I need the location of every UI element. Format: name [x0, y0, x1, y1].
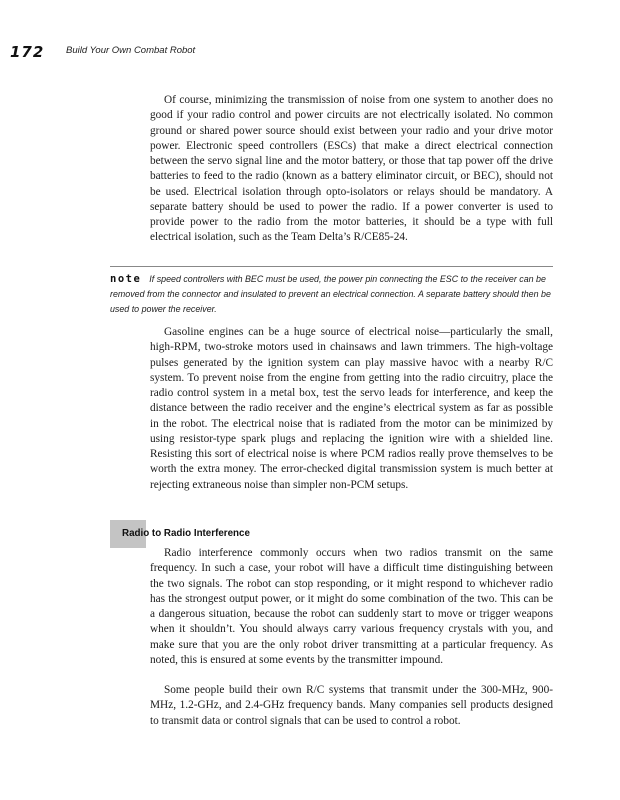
- body-paragraph-frequency-bands: Some people build their own R/C systems that transmit under the 300-MHz, 900-MHz, 1.2-GHz, and 2.4-GHz frequency bands. Many companies sell products designed to transmit data or control signals that can be used to control a robot.: [150, 684, 553, 727]
- body-paragraph-gasoline: Gasoline engines can be a huge source of electrical noise—particularly the small, high-RPM, two-stroke motors used in chainsaws and lawn trimmers. The high-voltage pulses generated by the ignition system can play massive havoc with a nearby R/C system. To prevent noise from the engine from getting into the radio circuitry, place the radio control system in a metal box, test the servo leads for interference, and keep the distance between the radio receiver and the engine’s electrical system as far as possible in the robot. The electrical noise that is radiated from the motor can be minimized by using resistor-type spark plugs and replacing the ignition wire with a shielded line. Resisting this sort of electrical noise is where PCM radios really prove themselves to be worth the extra money. The error-checked digital transmission system is much better at rejecting extraneous noise than simpler non-PCM setups.: [150, 326, 553, 491]
- section-heading: [110, 520, 553, 548]
- body-paragraph-isolation: Of course, minimizing the transmission of noise from one system to another does no good if your radio control and power circuits are not electrically isolated. No common ground or shared power source should exist between your radio and your drive motor power. Electronic speed controllers (ESCs) that make a direct electrical connection between the servo signal line and the motor battery, or those that tap power off the drive batteries to feed to the radio (known as a battery eliminator circuit, or BEC), should not be used. Electrical isolation through opto-isolators or relays should be mandatory. A separate battery should be used to power the radio. If a power converter is used to provide power to the radio from the motor batteries, it should be a type with full electrical isolation, such as the Team Delta’s R/CE85-24.: [150, 94, 553, 244]
- note-label: note: [110, 273, 142, 285]
- note-box: [110, 266, 553, 317]
- section-heading-text: Radio to Radio Interference: [122, 528, 250, 539]
- running-title: Build Your Own Combat Robot: [66, 45, 196, 56]
- note-text: If speed controllers with BEC must be used, the power pin connecting the ESC to the receiver can be removed from the connector and insulated to prevent an electrical connection. A separate battery should then be used to power the receiver.: [110, 274, 551, 314]
- body-paragraph-interference: Radio interference commonly occurs when two radios transmit on the same frequency. In such a case, your robot will have a difficult time distinguishing between the two signals. The robot can stop responding, or it might respond to whichever radio has the strongest output power, or it might do some combination of the two. This can be a dangerous situation, because the robot can suddenly start to move or trigger weapons when it shouldn’t. You should always carry various frequency crystals with you, and make sure that you are the only robot driver transmitting at a particular frequency. As noted, this is ensured at some events by the transmitter impound.: [150, 547, 553, 666]
- page-header: [10, 43, 600, 63]
- page-number: 172: [10, 43, 45, 61]
